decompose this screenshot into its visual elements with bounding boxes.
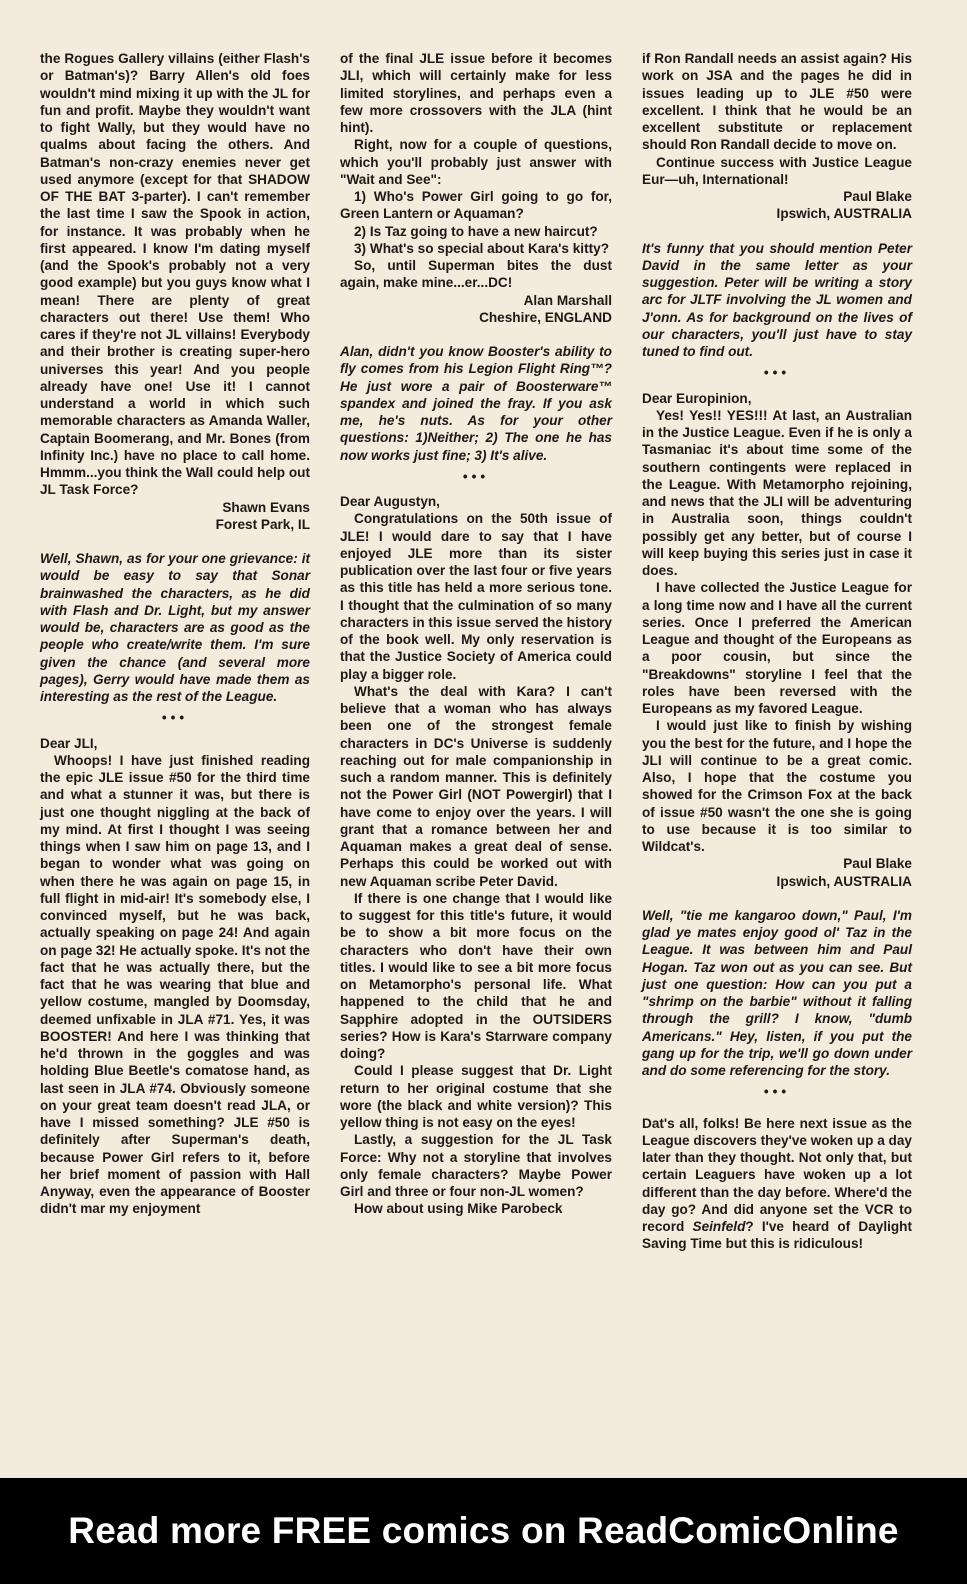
letter-signature-name: Paul Blake	[843, 856, 912, 872]
letter-body: I would just like to finish by wishing you the best for the future, and I hope the JLI will continue to be a great comic. Also, I hope that the costume you showed for the Crimson Fox at the back of issue #50 wasn't the one she is going to use because it is too similar to Wildcat's.	[642, 718, 912, 854]
letter-signature-name: Paul Blake	[843, 189, 912, 204]
closing-text: ? I've heard of Daylight Saving Time but this is ridiculous!	[642, 1219, 913, 1252]
letter-signature-place: Forest Park, IL	[215, 516, 310, 532]
letter-body: Whoops! I have just finished reading the epic JLE issue #50 for the third time and what a stunner it was, but there is just one thought niggling at the back of my mind. At first I thought I was seeing things when I saw him on page 13, and I began to wonder what was going on when there he was again on page 15, in full flight in mid-air! It's somebody else, I convinced myself, but he was back, actually speaking on page 24! And again on page 32! He actually spoke. It's not the fact that he was actually there, but the fact that he was wearing that blue and yellow costume, mangled by Doomsday, deemed unfixable in JLA #71. Yes, it was BOOSTER! And here I was thinking that he'd thrown in the goggles and was holding Blue Beetle's comatose hand, as last seen in JLA #74. Obviously someone on your great team doesn't read JLA, or have I missed something? JLE #50 is definitely after Superman's death, because Power Girl refers to it, before her brief moment of passion with Hall Anyway, even the appearance of Booster didn't mar my enjoyment	[40, 752, 310, 1217]
closing-note	[642, 1115, 912, 1253]
letter-question: 1) Who's Power Girl going to go for, Green Lantern or Aquaman?	[340, 189, 612, 222]
closing-show-title: Seinfeld	[692, 1219, 746, 1234]
letter-body: Right, now for a couple of questions, which you'll probably just answer with "Wait and See":	[340, 137, 612, 187]
promo-banner[interactable]	[0, 1478, 967, 1584]
letter-salutation: Dear JLI,	[40, 735, 98, 751]
letter-salutation: Dear Augustyn,	[340, 494, 440, 509]
letter-body: Yes! Yes!! YES!!! At last, an Australian in the Justice League. Even if he is only a Tasmaniac it's about time some of the southern contingents were replaced in the League. With Metamorpho rejoining, and news that the JLI will be adventuring in Australia soon, things couldn't possibly get any better, but of course I will keep buying this series just in case it does.	[642, 407, 912, 578]
promo-banner-text[interactable]: Read more FREE comics on ReadComicOnline	[68, 1510, 899, 1551]
letter-signature-place: Cheshire, ENGLAND	[479, 309, 612, 325]
letters-column-2	[340, 50, 612, 1218]
editor-reply: Well, "tie me kangaroo down," Paul, I'm glad ye mates enjoy good ol' Taz in the League. It was between him and Paul Hogan. Taz won out as you can see. But just one question: How can you put a "shrimp on the barbie" without it falling through the grill? I know, "dumb Americans." Hey, listen, if you put the gang up for the trip, we'll go down under and do some referencing for the story.	[642, 907, 912, 1078]
letter-signature-name: Shawn Evans	[222, 499, 310, 515]
section-separator: •••	[161, 710, 189, 726]
letter-question: 3) What's so special about Kara's kitty?	[354, 240, 609, 256]
letter-body: Lastly, a suggestion for the JL Task Force: Why not a storyline that involves only female characters? Maybe Power Girl and three or four non-JL women?	[340, 1132, 612, 1199]
letter-body: How about using Mike Parobeck	[354, 1201, 563, 1217]
letter-body: Could I please suggest that Dr. Light return to her original costume that she wore (the black and white version)? This yellow thing is not easy on the eyes!	[340, 1063, 612, 1130]
letter-body: If there is one change that I would like to suggest for this title's future, it would be to show a bit more focus on the characters who don't have their own titles. I would like to see a bit more focus on Metamorpho's personal life. What happened to the child that he and Sapphire adopted in the OUTSIDERS series? How is Kara's Starrware company doing?	[340, 890, 612, 1061]
letters-column-1	[40, 50, 310, 1218]
letter-signature-place: Ipswich, AUSTRALIA	[776, 206, 912, 222]
letter-signature-name: Alan Marshall	[523, 292, 612, 308]
letter-body: Congratulations on the 50th issue of JLE! I would dare to say that I have enjoyed JLE more than its sister publication over the last four or five years as this title has held a more serious tone. I thought that the culmination of so many characters in this issue served the history of the book well. My only reservation is that the Justice Society of America could play a bigger role.	[340, 511, 612, 682]
section-separator: •••	[763, 365, 791, 381]
letters-column-3	[642, 50, 912, 1253]
letter-body: the Rogues Gallery villains (either Flash's or Batman's)? Barry Allen's old foes wouldn't mind mixing it up with the JL for fun and profit. Maybe they wouldn't want to fight Wally, but they would have no qualms about facing the others. And Batman's non-crazy enemies never get used anymore (except for that SHADOW OF THE BAT 3-parter). I can't remember the last time I saw the Spook in action, for instance. It was probably when he first appeared. I know I'm dating myself (and the Spook's probably not a very good example) but you guys know what I mean! There are plenty of great characters out there! Use them! Who cares if they're not JL villains! Everybody and their brother is creating super-hero universes this year! And you people already have one! Use it! I cannot understand a world in which such memorable characters as Amanda Waller, Captain Boomerang, and Mr. Bones (from Infinity Inc.) have no place to call home. Hmmm...you think the Wall could help out JL Task Force?	[40, 51, 310, 498]
letter-signature-place: Ipswich, AUSTRALIA	[776, 873, 912, 889]
letter-body: if Ron Randall needs an assist again? His work on JSA and the pages he did in issues leading up to JLE #50 were excellent. I think that he would be an excellent substitute or replacement should Ron Randall decide to move on.	[642, 51, 912, 153]
letter-body: I have collected the Justice League for a long time now and I have all the current series. Once I preferred the American League and thought of the Europeans as a poor cousin, but since the "Breakdowns" storyline I feel that the roles have been reversed with the Europeans as my favored League.	[642, 580, 912, 716]
letter-body: Continue success with Justice League Eur—uh, International!	[642, 154, 912, 187]
editor-reply: Alan, didn't you know Booster's ability to fly comes from his Legion Flight Ring™? He just wore a pair of Boosterware™ spandex and joined the fray. If you ask me, he's nuts. As for your other questions: 1)Neither; 2) The one he has now works just fine; 3) It's alive.	[340, 344, 612, 463]
letter-salutation: Dear Europinion,	[642, 390, 752, 406]
editor-reply: Well, Shawn, as for your one grievance: it would be easy to say that Sonar brainwashed the characters, as he did with Flash and Dr. Light, but my answer would be, characters are as good as the people who create/write them. I'm sure given the chance (and several more pages), Gerry would have made them as interesting as the rest of the League.	[40, 551, 310, 704]
section-separator: •••	[763, 1084, 791, 1100]
closing-text: Dat's all, folks! Be here next issue as the League discovers they've woken up a day later than they thought. Not only that, but certain Leaguers have woken up a lot different than the day before. Where'd the day go? And did anyone set the VCR to record	[642, 1115, 912, 1234]
letter-body: So, until Superman bites the dust again, make mine...er...DC!	[340, 258, 612, 291]
editor-reply: It's funny that you should mention Peter David in the same letter as your suggestion. Peter will be writing a story arc for JLTF involving the JL women and J'onn. As for background on the lives of our characters, you'll just have to stay tuned to find out.	[642, 240, 912, 359]
letter-body: of the final JLE issue before it becomes JLI, which will certainly make for less limited storylines, and perhaps even a few more crossovers with the JLA (hint hint).	[340, 51, 612, 135]
letter-question: 2) Is Taz going to have a new haircut?	[354, 223, 598, 239]
section-separator: •••	[462, 468, 490, 484]
letter-body: What's the deal with Kara? I can't believe that a woman who has always been one of the strongest female characters in DC's Universe is suddenly reaching out for male companionship in such a random manner. This is definitely not the Power Girl (NOT Powergirl) that I have come to enjoy over the years. I will grant that a romance between her and Aquaman makes a great deal of sense. Perhaps this could be worked out with new Aquaman scribe Peter David.	[340, 683, 612, 889]
